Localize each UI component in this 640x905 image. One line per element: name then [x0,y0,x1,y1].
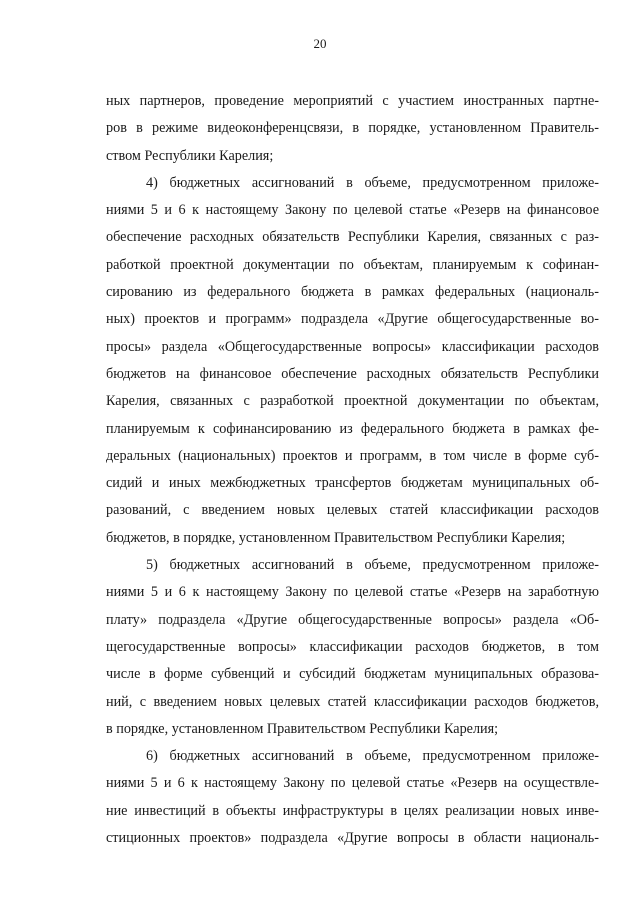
text-line: ных) проектов и программ» подраздела «Другие общегосударственные во- [106,311,599,328]
text-line: щегосударственные вопросы» классификации расходов бюджетов, в том [106,638,599,655]
paragraph-first-line: 4) бюджетных ассигнований в объеме, предусмотренном приложе- [146,174,599,191]
text-line: стиционных проектов» подраздела «Другие вопросы в области националь- [106,830,599,847]
paragraph-first-line: 6) бюджетных ассигнований в объеме, предусмотренном приложе- [146,748,599,765]
text-line: бюджетов на финансовое обеспечение расходных обязательств Республики [106,365,599,382]
text-line: деральных (национальных) проектов и программ, в том числе в форме суб- [106,447,599,464]
text-line: планируемым к софинансированию из федерального бюджета в рамках фе- [106,420,599,437]
text-line: плату» подраздела «Другие общегосударственные вопросы» раздела «Об- [106,611,599,628]
text-line: ниями 5 и 6 к настоящему Закону по целевой статье «Резерв на финансовое [106,202,599,219]
document-body [106,88,599,852]
text-line: ниями 5 и 6 к настоящему Закону по целевой статье «Резерв на заработную [106,584,599,601]
text-line: разований, с введением новых целевых статей классификации расходов [106,502,599,519]
text-line: в порядке, установленном Правительством Республики Карелия; [106,720,499,737]
text-line: ных партнеров, проведение мероприятий с участием иностранных партне- [106,93,599,109]
text-line: бюджетов, в порядке, установленном Правительством Республики Карелия; [106,529,566,546]
text-line: ние инвестиций в объекты инфраструктуры в целях реализации новых инве- [106,802,599,819]
text-line: ний, с введением новых целевых статей классификации расходов бюджетов, [106,693,599,710]
text-line: сированию из федерального бюджета в рамках федеральных (националь- [106,284,599,301]
text-line: числе в форме субвенций и субсидий бюджетам муниципальных образова- [106,666,599,683]
paragraph-first-line: 5) бюджетных ассигнований в объеме, предусмотренном приложе- [146,557,599,574]
text-line: просы» раздела «Общегосударственные вопросы» классификации расходов [106,338,599,355]
text-line: сидий и иных межбюджетных трансфертов бюджетам муниципальных об- [106,475,599,492]
text-line: ством Республики Карелия; [106,147,274,164]
text-line: Карелия, связанных с разработкой проектной документации по объектам, [106,393,599,410]
text-line: работкой проектной документации по объектам, планируемым к софинан- [106,256,599,273]
text-line: ниями 5 и 6 к настоящему Закону по целевой статье «Резерв на осуществле- [106,775,599,792]
text-line: обеспечение расходных обязательств Республики Карелия, связанных с раз- [106,229,599,246]
text-line: ров в режиме видеоконференцсвязи, в порядке, установленном Правитель- [106,120,599,137]
page-number: 20 [313,36,327,51]
